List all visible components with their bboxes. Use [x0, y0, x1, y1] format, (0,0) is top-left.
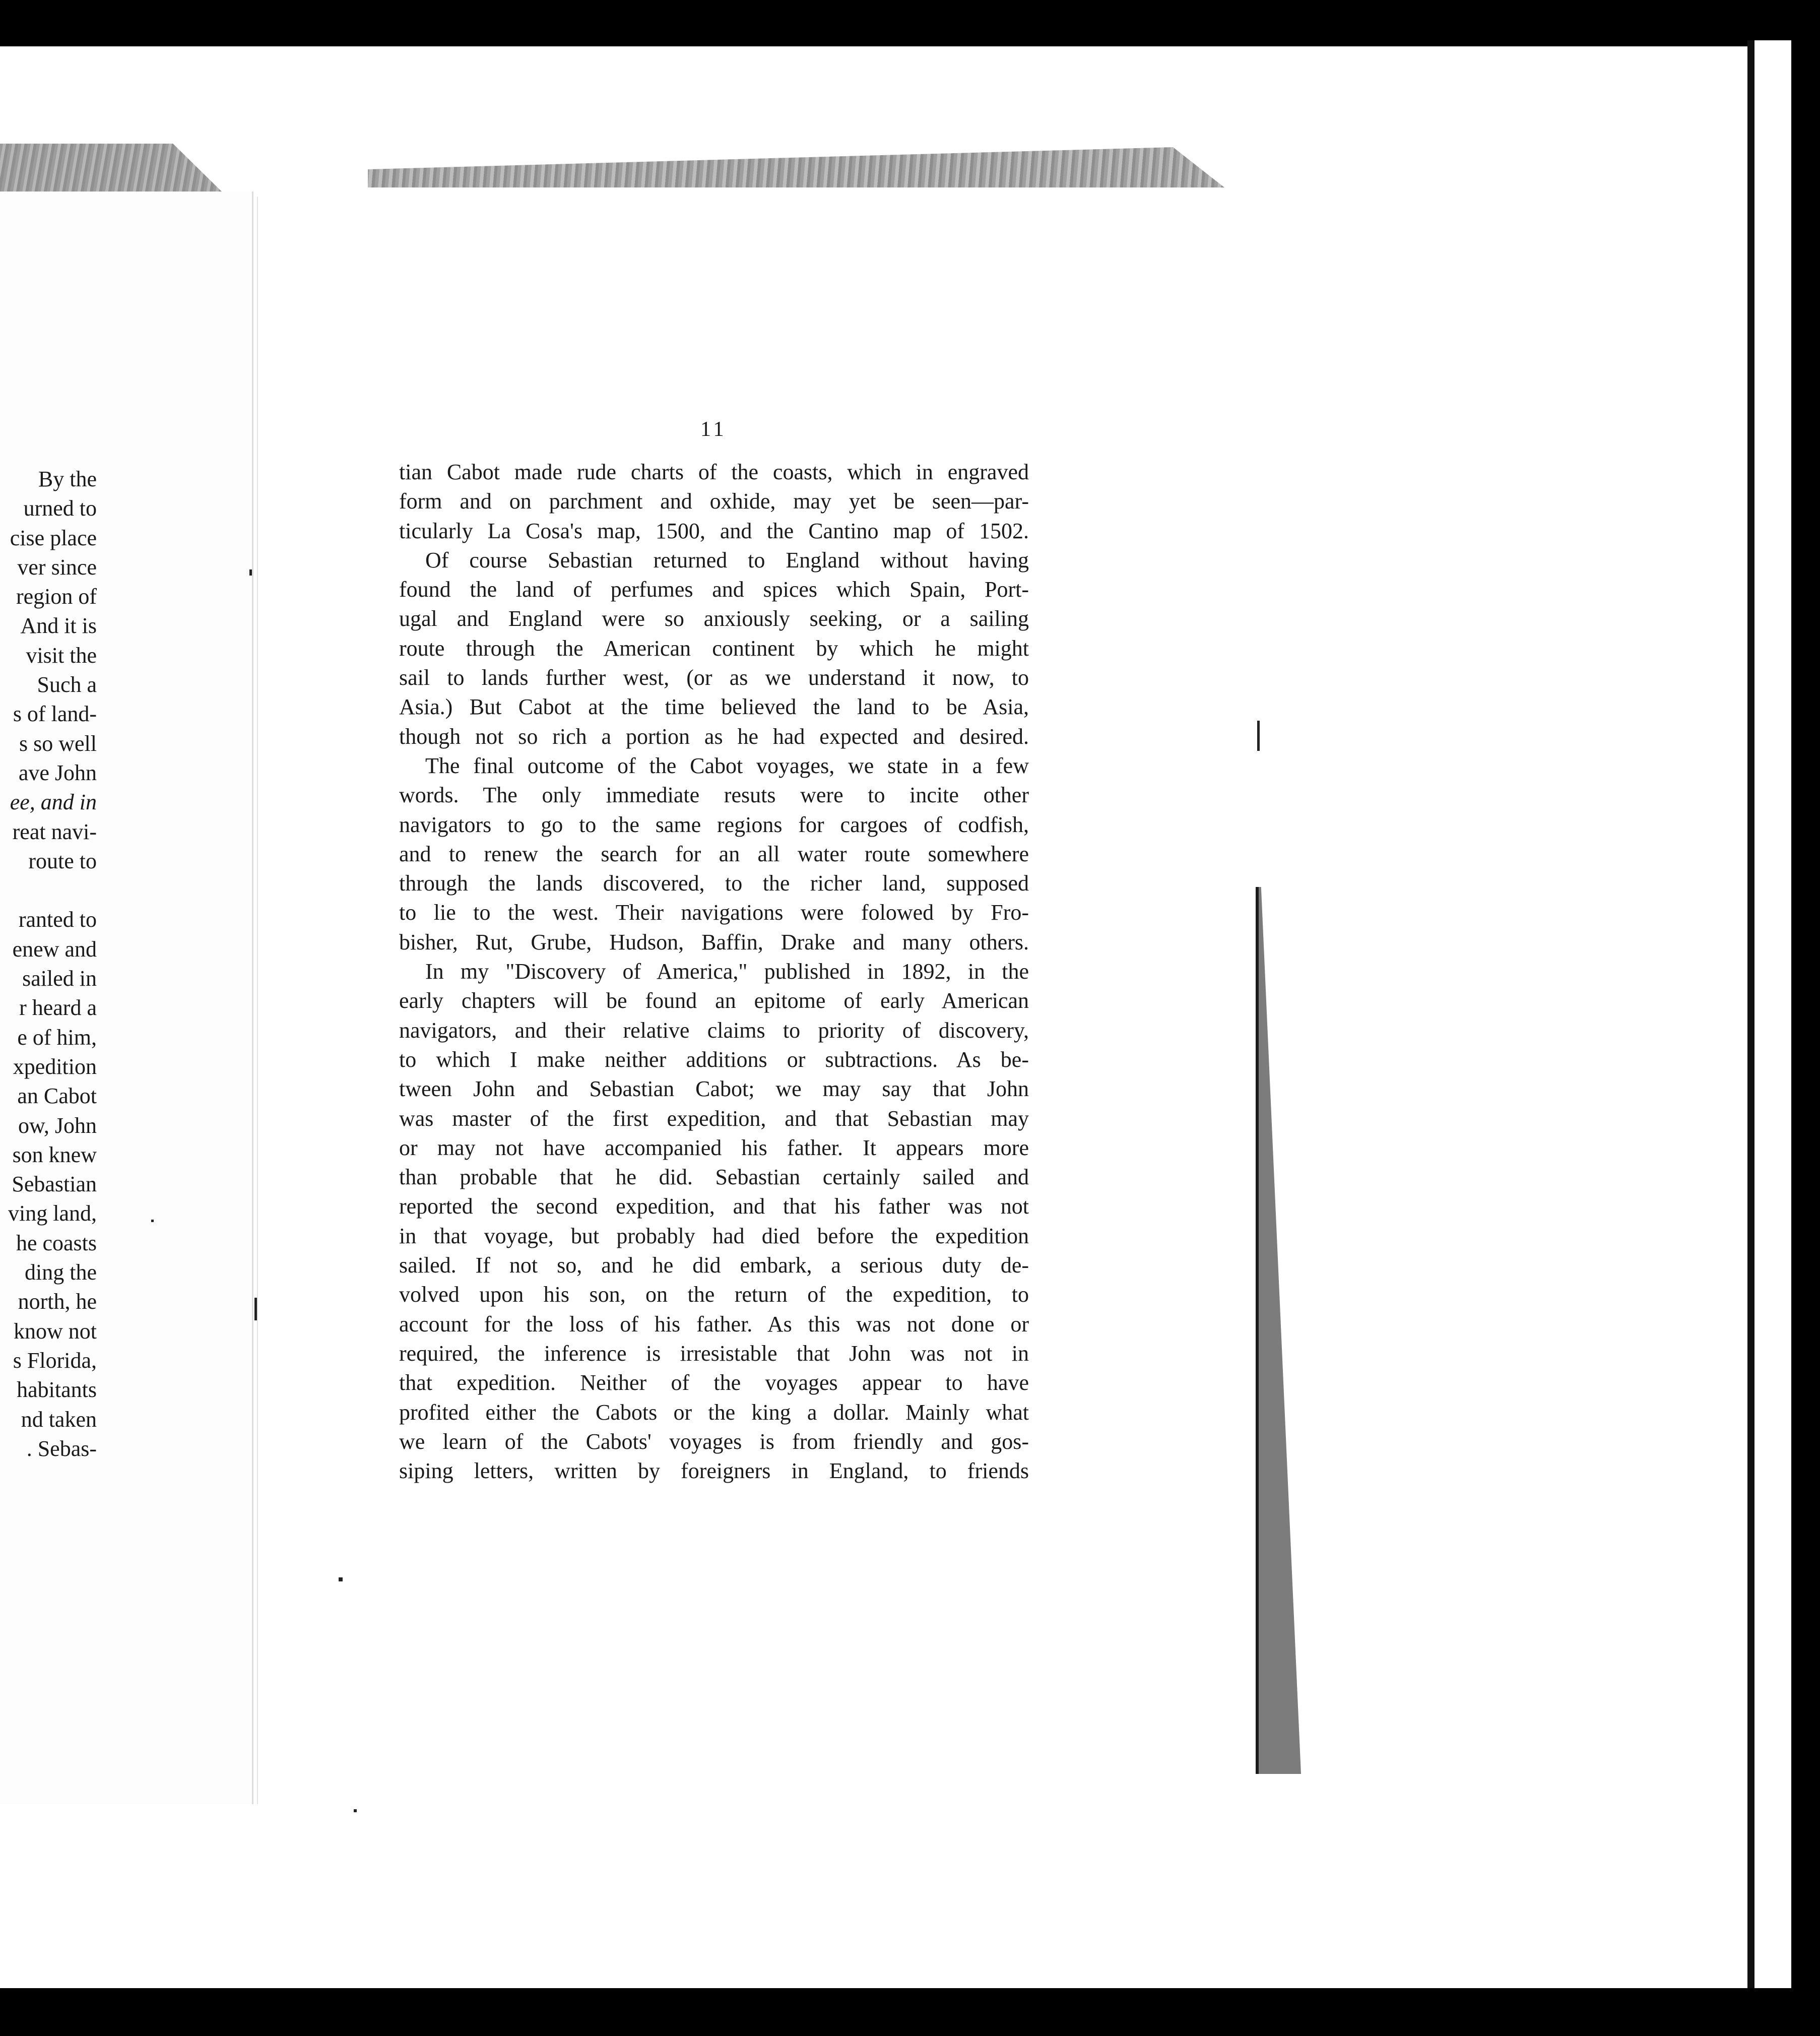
text-line: required, the inference is irresistable that John was not in [399, 1341, 1029, 1366]
text-line: Asia.) But Cabot at the time believed the land to be Asia, [399, 694, 1029, 720]
text-line: profited either the Cabots or the king a dollar. Mainly what [399, 1399, 1029, 1425]
text-line: siping letters, written by foreigners in England, to friends [399, 1458, 1029, 1484]
text-line: that expedition. Neither of the voyages appear to have [399, 1370, 1029, 1395]
left-page-fragment: know not [14, 1318, 97, 1344]
text-line: route through the American continent by which he might [399, 635, 1029, 661]
left-page-fragment: cise place [10, 525, 97, 550]
left-page-fragment: ver since [17, 554, 97, 580]
scan-border-bottom [0, 1988, 1820, 2036]
text-line: sail to lands further west, (or as we understand it now, to [399, 665, 1029, 690]
spine-shadow [1256, 887, 1301, 1774]
left-page-fragment: s of land- [13, 702, 97, 727]
left-page-fragment: ave John [18, 760, 97, 785]
text-line: volved upon his son, on the return of the expedition, to [399, 1282, 1029, 1307]
left-page-fragment: e of him, [17, 1025, 97, 1050]
left-page-fragment: By the [38, 467, 97, 491]
left-page-fragment: s so well [19, 731, 97, 756]
left-page-fragment: ow, John [18, 1113, 97, 1138]
text-line: reported the second expedition, and that his father was not [399, 1194, 1029, 1219]
text-line: tian Cabot made rude charts of the coasts, which in engraved [399, 460, 1029, 484]
left-page-fragment: Sebastian [12, 1172, 97, 1197]
left-page-fragment: reat navi- [12, 819, 97, 844]
text-line: ticularly La Cosa's map, 1500, and the Cantino map of 1502. [399, 518, 1029, 543]
text-line: bisher, Rut, Grube, Hudson, Baffin, Drake and many others. [399, 929, 1029, 955]
left-page-fragment: habitants [17, 1377, 97, 1403]
scan-gap [1753, 40, 1791, 1988]
scan-speck [339, 1577, 343, 1581]
text-line: and to renew the search for an all water route somewhere [399, 841, 1029, 866]
text-line: found the land of perfumes and spices which Spain, Port- [399, 577, 1029, 602]
left-page-fragment: nd taken [21, 1407, 97, 1432]
left-page-text [0, 465, 97, 1464]
left-page-fragment: son knew [12, 1142, 97, 1167]
text-line: The final outcome of the Cabot voyages, we state in a few [425, 753, 1029, 778]
left-page-fragment: sailed in [22, 966, 97, 991]
scan-speck [254, 1298, 257, 1320]
left-page-fragment: ving land, [8, 1201, 97, 1226]
text-line: tween John and Sebastian Cabot; we may say that John [399, 1076, 1029, 1102]
spine-tick [1257, 721, 1260, 751]
text-line: though not so rich a portion as he had expected and desired. [399, 724, 1029, 749]
left-page-fragment: ranted to [18, 907, 97, 932]
text-line: In my "Discovery of America," published in 1892, in the [425, 959, 1029, 984]
left-page-fragment: route to [28, 848, 97, 873]
left-page-fragment: And it is [20, 613, 97, 639]
text-line: early chapters will be found an epitome of early American [399, 988, 1029, 1013]
text-line: Of course Sebastian returned to England without having [425, 547, 1029, 572]
text-line: account for the loss of his father. As this was not done or [399, 1311, 1029, 1337]
text-line: in that voyage, but probably had died before the expedition [399, 1223, 1029, 1248]
text-line: than probable that he did. Sebastian certainly sailed and [399, 1165, 1029, 1190]
left-page-fragment: ee, and in [10, 790, 97, 815]
text-line: or may not have accompanied his father. It appears more [399, 1135, 1029, 1160]
page-number: 11 [700, 418, 727, 441]
page-shadow-right [368, 147, 1224, 187]
scan-divider [1747, 40, 1754, 1988]
scan-border-right [1791, 0, 1820, 2036]
text-line: we learn of the Cabots' voyages is from friendly and gos- [399, 1429, 1029, 1454]
text-line: through the lands discovered, to the richer land, supposed [399, 871, 1029, 896]
text-line: navigators to go to the same regions for cargoes of codfish, [399, 812, 1029, 837]
page-text [399, 458, 1029, 1486]
left-page-fragment: ding the [25, 1260, 97, 1285]
text-line: sailed. If not so, and he did embark, a serious duty de- [399, 1253, 1029, 1278]
text-line: ugal and England were so anxiously seeking, or a sailing [399, 606, 1029, 631]
page-shadow-left [0, 144, 222, 192]
text-line: was master of the first expedition, and that Sebastian may [399, 1106, 1029, 1131]
left-page-fragment: region of [16, 584, 97, 609]
scan-speck [249, 569, 252, 576]
left-page-fragment: visit the [26, 643, 97, 668]
left-page-fragment: r heard a [19, 995, 97, 1021]
left-page-fragment: Such a [37, 672, 97, 697]
left-page-fragment [0, 876, 97, 905]
left-page-fragment: he coasts [16, 1230, 97, 1255]
left-page-fragment: urned to [23, 496, 97, 521]
left-page-fragment: s Florida, [13, 1348, 97, 1373]
scan-border-top [0, 0, 1820, 46]
left-page-fragment: north, he [18, 1289, 97, 1314]
scan-speck [151, 1220, 154, 1222]
text-line: words. The only immediate resuts were to incite other [399, 783, 1029, 808]
left-page-fragment: . Sebas- [26, 1436, 97, 1461]
text-line: form and on parchment and oxhide, may yet be seen—par- [399, 489, 1029, 514]
left-page-fragment: enew and [12, 936, 97, 962]
text-line: to which I make neither additions or subtractions. As be- [399, 1047, 1029, 1072]
left-page-fragment: xpedition [13, 1054, 97, 1079]
text-line: navigators, and their relative claims to priority of discovery, [399, 1017, 1029, 1043]
left-page-fragment: an Cabot [17, 1084, 97, 1109]
text-line: to lie to the west. Their navigations were folowed by Fro- [399, 900, 1029, 925]
scan-speck [354, 1809, 357, 1812]
